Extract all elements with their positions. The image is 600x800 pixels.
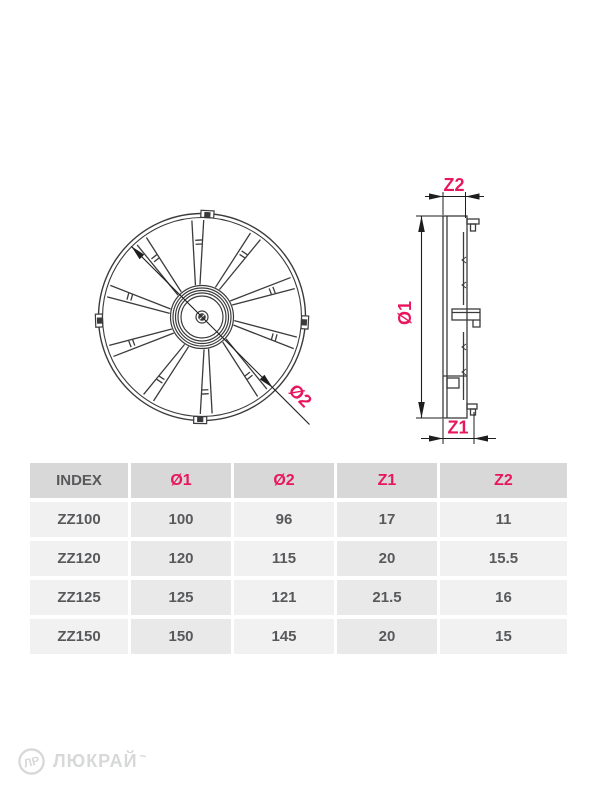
table-cell-d1: 120	[131, 541, 231, 576]
table-cell-z1: 20	[337, 541, 437, 576]
side-body	[443, 216, 480, 418]
arrowhead-icon	[429, 435, 443, 441]
table-cell-z1: 20	[337, 619, 437, 654]
trademark-icon: ~	[139, 748, 147, 763]
table-header-index: INDEX	[30, 463, 128, 498]
table-cell-index: ZZ150	[30, 619, 128, 654]
table-cell-d2: 121	[234, 580, 334, 615]
table-cell-z2: 11	[440, 502, 567, 537]
arrowhead-icon	[418, 402, 425, 418]
table-header-d1: Ø1	[131, 463, 231, 498]
table-cell-z1: 17	[337, 502, 437, 537]
z1-label: Z1	[447, 417, 469, 438]
diameter-2-label: Ø2	[284, 380, 316, 412]
svg-text:ЛР: ЛР	[22, 754, 41, 771]
table-header-z1: Z1	[337, 463, 437, 498]
arrowhead-icon	[418, 216, 425, 232]
table-cell-z2: 15	[440, 619, 567, 654]
arrowhead-icon	[429, 193, 443, 199]
table-header-z2: Z2	[440, 463, 567, 498]
table-cell-z2: 16	[440, 580, 567, 615]
table-cell-d2: 115	[234, 541, 334, 576]
brand-logo	[17, 747, 147, 776]
z2-dimension	[425, 175, 484, 218]
side-view	[395, 175, 496, 444]
table-cell-d1: 150	[131, 619, 231, 654]
arrowhead-icon	[466, 193, 480, 199]
front-view	[95, 210, 315, 424]
table-cell-index: ZZ120	[30, 541, 128, 576]
z2-label: Z2	[443, 175, 465, 195]
diameter-1-dimension	[395, 216, 443, 418]
brand-name: ЛЮКРАЙ	[53, 751, 138, 771]
table-cell-z2: 15.5	[440, 541, 567, 576]
table-cell-d2: 145	[234, 619, 334, 654]
arrowhead-icon	[474, 435, 488, 441]
table-cell-z1: 21.5	[337, 580, 437, 615]
table-cell-d2: 96	[234, 502, 334, 537]
table-cell-index: ZZ100	[30, 502, 128, 537]
diameter-1-label: Ø1	[395, 300, 415, 326]
z1-dimension	[421, 412, 496, 444]
table-cell-index: ZZ125	[30, 580, 128, 615]
brand-monogram-icon	[17, 747, 46, 776]
table-header-d2: Ø2	[234, 463, 334, 498]
dimensions-table	[30, 463, 570, 654]
table-cell-d1: 125	[131, 580, 231, 615]
table-cell-d1: 100	[131, 502, 231, 537]
